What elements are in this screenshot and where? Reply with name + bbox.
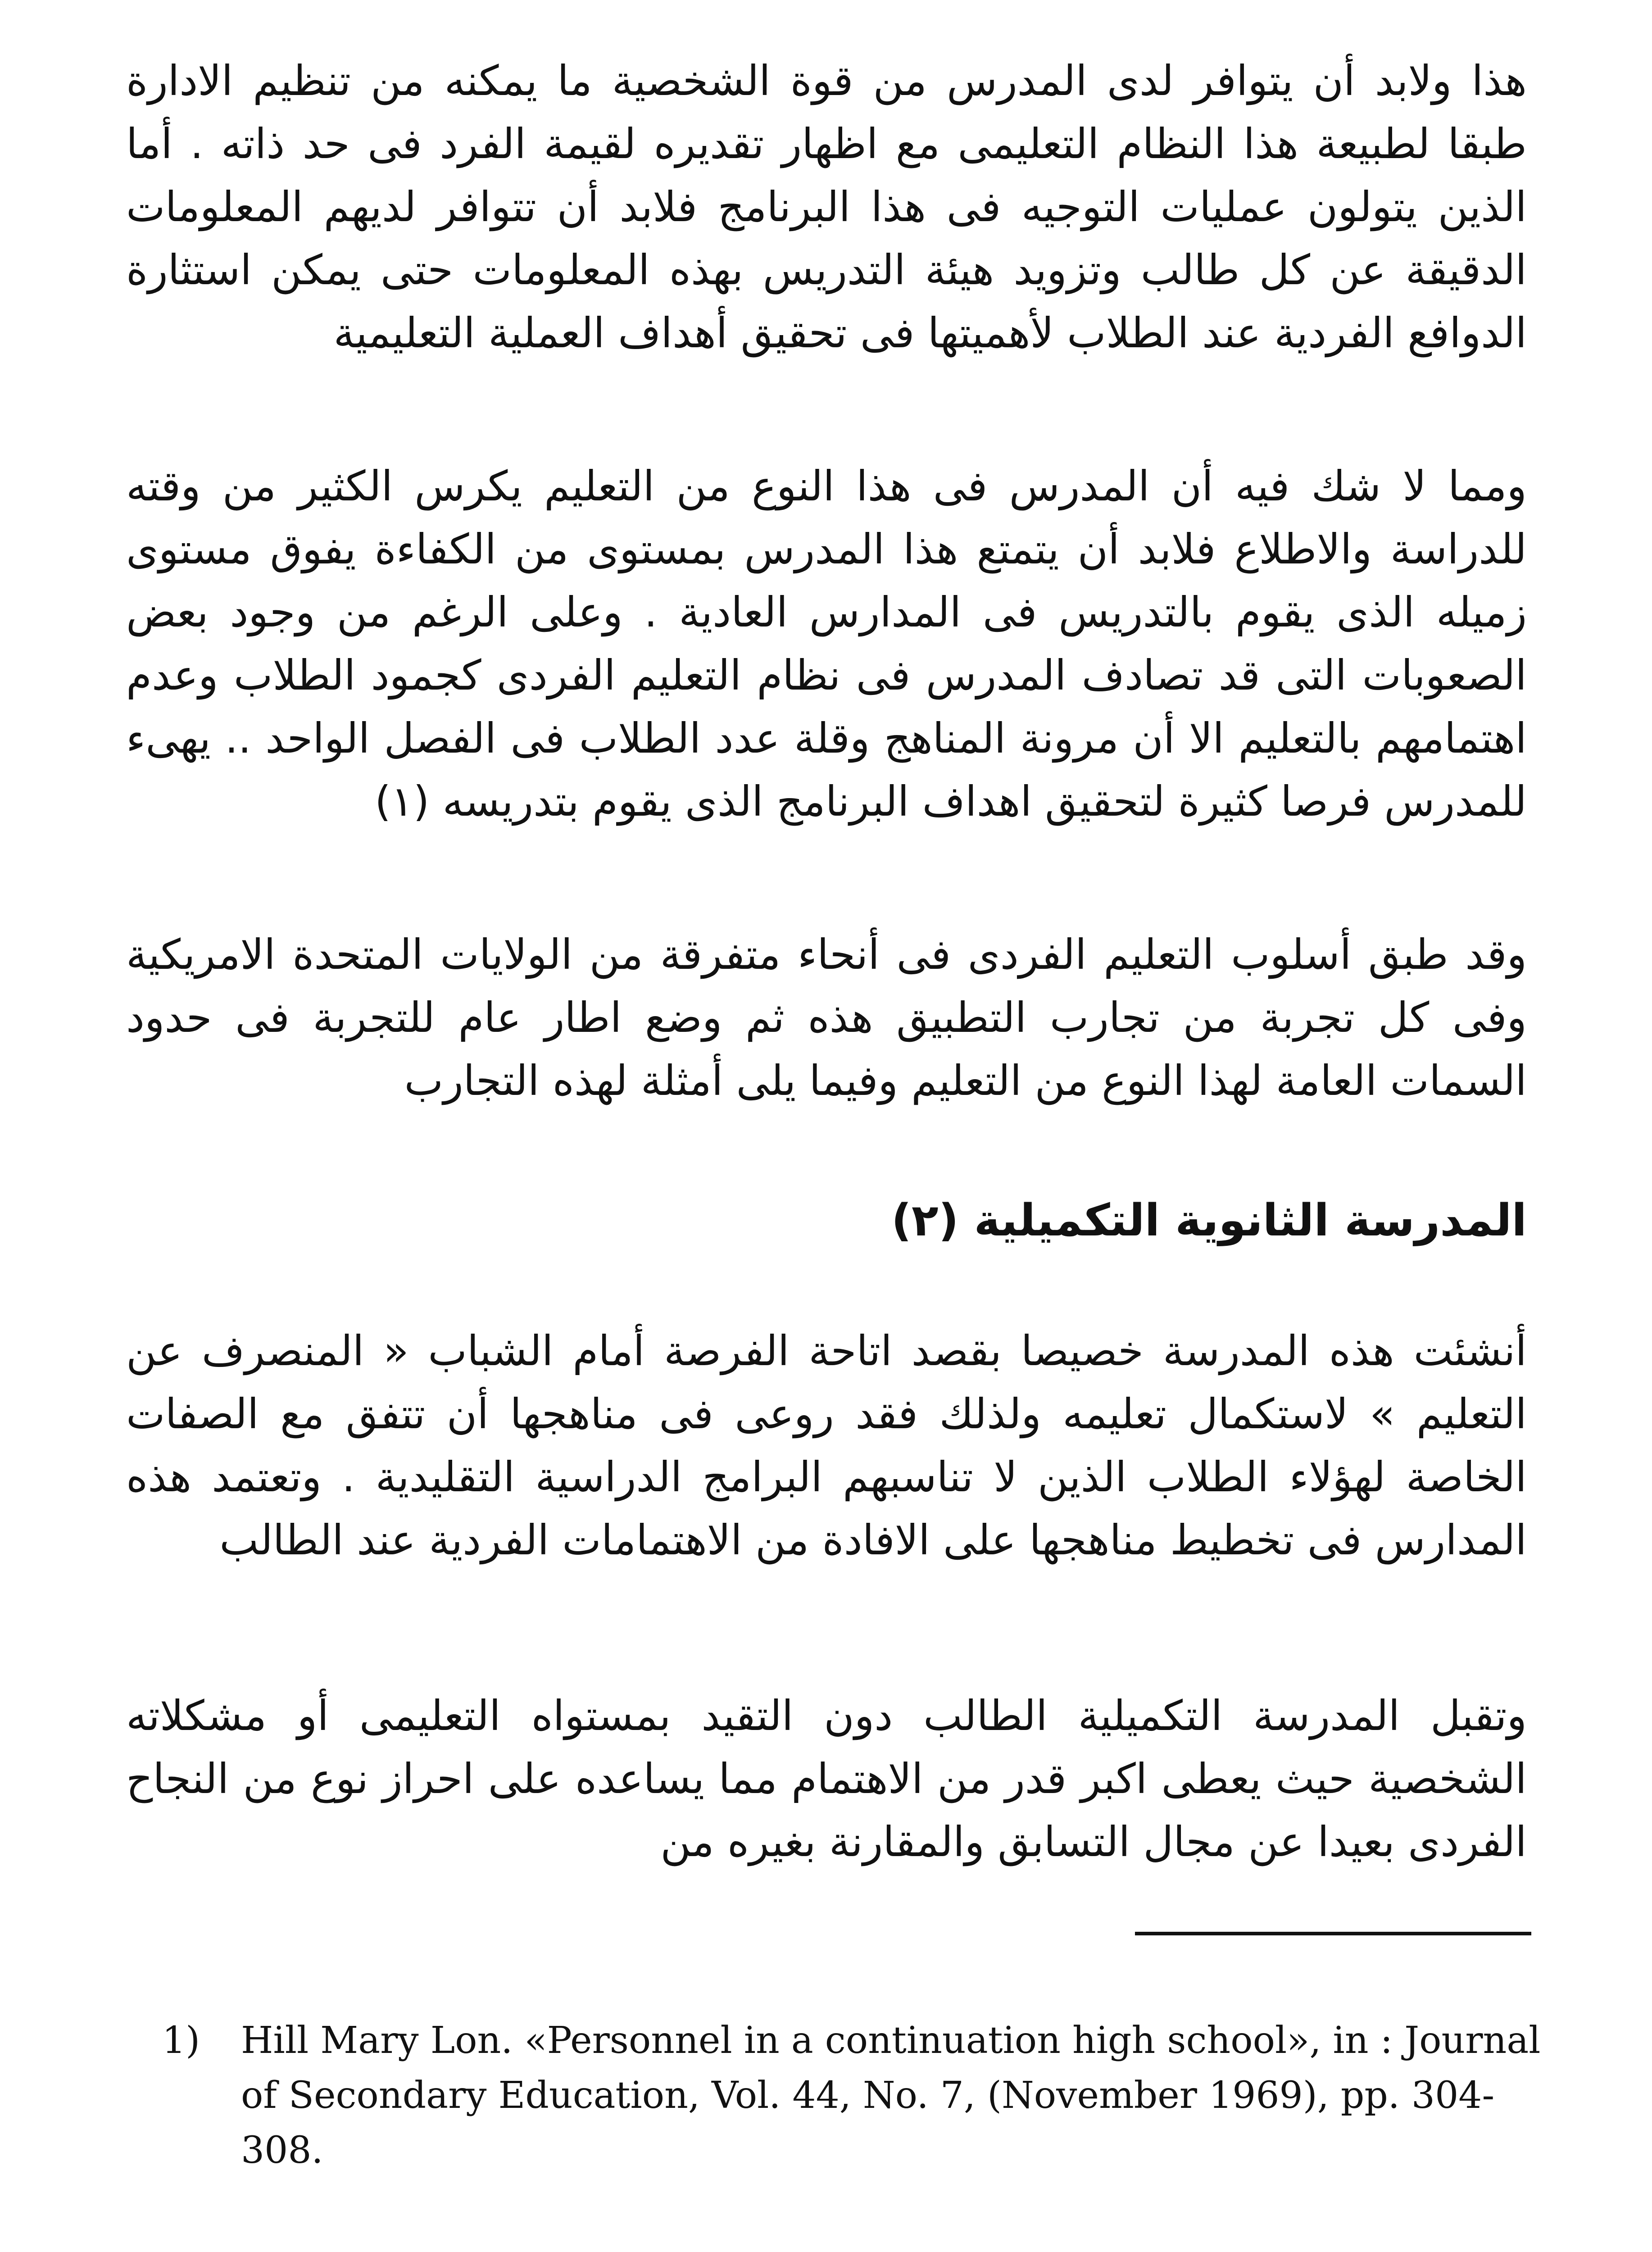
section-heading: المدرسة الثانوية التكميلية (٢): [891, 1195, 1527, 1246]
paragraph-5: وتقبل المدرسة التكميلية الطالب دون التقيد بمستواه التعليمى أو مشكلاته الشخصية حيث يعطى اكبر قدر من الاهتمام مما يساعده على احراز نوع من النجاح الفردى بعيدا عن مجال التسابق والمقارنة بغيره من: [126, 1692, 1527, 1866]
paragraph-1: هذا ولابد أن يتوافر لدى المدرس من قوة الشخصية ما يمكنه من تنظيم الادارة طبقا لطبيعة هذا النظام التعليمى مع اظهار تقديره لقيمة الفرد فى حد ذاته . أما الذين يتولون عمليات التوجيه فى هذا البرنامج فلابد أن تتوافر لديهم المعلومات الدقيقة عن كل طالب وتزويد هيئة التدريس بهذه المعلومات حتى يمكن استثارة الدوافع الفردية عند الطلاب لأهميتها فى تحقيق أهداف العملية التعليمية: [126, 57, 1527, 357]
paragraph-2: ومما لا شك فيه أن المدرس فى هذا النوع من التعليم يكرس الكثير من وقته للدراسة والاطلاع فلابد أن يتمتع هذا المدرس بمستوى من الكفاءة يفوق مستوى زميله الذى يقوم بالتدريس فى المدارس العادية . وعلى الرغم من وجود بعض الصعوبات التى قد تصادف المدرس فى نظام التعليم الفردى كجمود الطلاب وعدم اهتمامهم بالتعليم الا أن مرونة المناهج وقلة عدد الطلاب فى الفصل الواحد .. يهىء للمدرس فرصا كثيرة لتحقيق اهداف البرنامج الذى يقوم بتدريسه (١): [126, 462, 1527, 826]
footnote-1-number: 1): [162, 2019, 200, 2062]
footnote-2: [162, 2247, 1549, 2252]
footnote-separator: [1135, 1932, 1531, 1935]
footnote-2-number: [162, 2247, 230, 2252]
footnote-1: [162, 2013, 1549, 2178]
paragraph-3: وقد طبق أسلوب التعليم الفردى فى أنحاء متفرقة من الولايات المتحدة الامريكية وفى كل تجربة من تجارب التطبيق هذه ثم وضع اطار عام للتجربة فى حدود السمات العامة لهذا النوع من التعليم وفيما يلى أمثلة لهذه التجارب: [126, 931, 1527, 1105]
footnote-1-text: Hill Mary Lon. «Personnel in a continuation high school», in : Journal of Secondary Education, Vol. 44, No. 7, (November 1969), pp. 304-308.: [241, 2019, 1541, 2172]
footnote-2-text: [241, 2247, 1549, 2252]
paragraph-4: أنشئت هذه المدرسة خصيصا بقصد اتاحة الفرصة أمام الشباب « المنصرف عن التعليم » لاستكمال تعليمه ولذلك فقد روعى فى مناهجها أن تتفق مع الصفات الخاصة لهؤلاء الطلاب الذين لا تناسبهم البرامج الدراسية التقليدية . وتعتمد هذه المدارس فى تخطيط مناهجها على الافادة من الاهتمامات الفردية عند الطالب: [126, 1327, 1527, 1564]
